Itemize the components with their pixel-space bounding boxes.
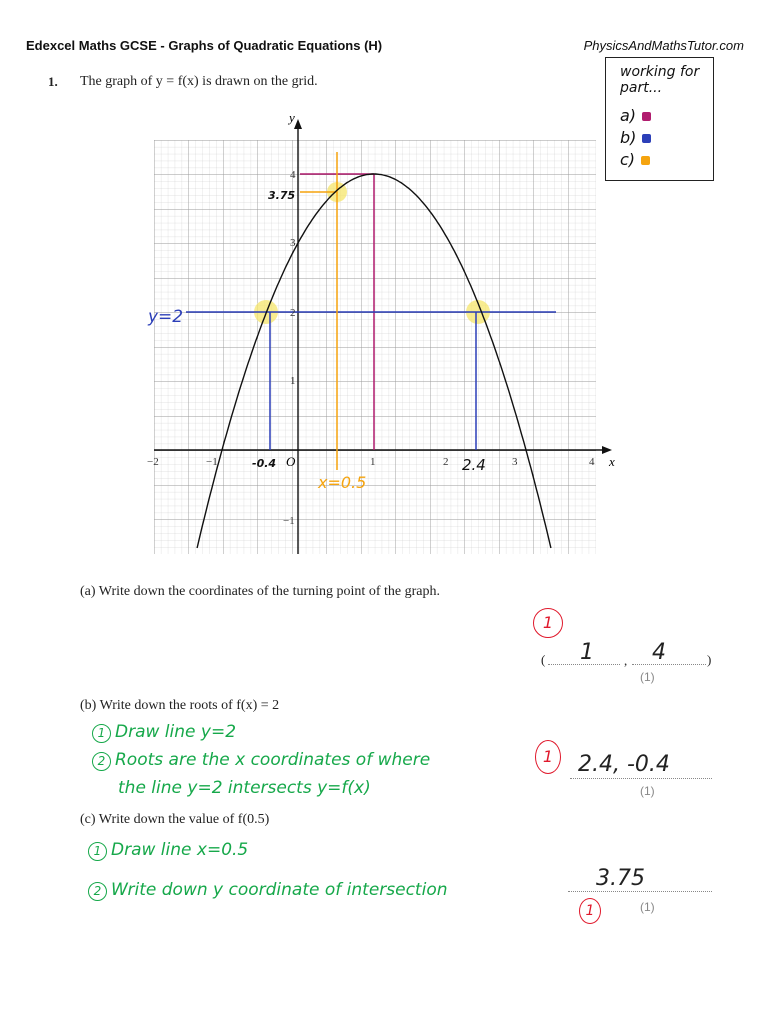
part-c-step2: 2 Write down y coordinate of intersection — [88, 880, 448, 901]
part-a-close: ) — [707, 652, 712, 667]
x-tick: 2 — [443, 456, 449, 468]
key-title: working for part... — [620, 64, 700, 96]
part-a-marks: (1) — [640, 670, 655, 684]
y-tick: 1 — [290, 375, 296, 387]
part-b-question: (b) Write down the roots of f(x) = 2 — [80, 698, 280, 713]
part-a-mark-awarded: 1 — [533, 608, 563, 638]
part-c-marks: (1) — [640, 900, 655, 914]
y-axis-label: y — [289, 110, 295, 125]
annotation-root-right: 2.4 — [462, 456, 486, 474]
part-b-answer: 2.4, -0.4 — [578, 752, 670, 777]
question-number: 1. — [48, 74, 58, 89]
part-a-comma: , — [624, 653, 628, 668]
part-c-step1: 1 Draw line x=0.5 — [88, 840, 248, 861]
site-name: PhysicsAndMathsTutor.com — [583, 38, 744, 53]
grid — [154, 140, 596, 554]
part-b-step1: 1 Draw line y=2 — [92, 722, 236, 743]
annotation-x05: x=0.5 — [318, 473, 367, 492]
key-row-a: a) — [620, 106, 651, 125]
origin-label: O — [286, 454, 296, 469]
part-a-answer-y: 4 — [652, 640, 666, 665]
part-b-step2-cont: the line y=2 intersects y=f(x) — [118, 778, 371, 798]
annotation-375: 3.75 — [268, 189, 296, 202]
x-tick: 1 — [370, 456, 376, 468]
annotation-y2: y=2 — [148, 307, 184, 327]
x-tick: −2 — [147, 456, 159, 468]
y-tick: 2 — [290, 307, 296, 319]
key-row-b: b) — [620, 128, 651, 147]
part-a-question: (a) Write down the coordinates of the turning point of the graph. — [80, 584, 440, 599]
y-tick: 3 — [290, 237, 296, 249]
part-b-marks: (1) — [640, 784, 655, 798]
x-tick: −1 — [206, 456, 218, 468]
document-title: Edexcel Maths GCSE - Graphs of Quadratic Equations (H) — [26, 38, 383, 53]
part-c-answer: 3.75 — [596, 866, 645, 891]
x-axis-label: x — [609, 454, 615, 469]
y-tick: 4 — [290, 169, 296, 181]
x-tick: 3 — [512, 456, 518, 468]
question-text: The graph of y = f(x) is drawn on the grid. — [80, 74, 318, 89]
x-tick: 4 — [589, 456, 595, 468]
annotation-root-left: -0.4 — [252, 457, 277, 470]
part-b-step2: 2 Roots are the x coordinates of where — [92, 750, 430, 771]
part-c-mark-awarded: 1 — [579, 898, 601, 924]
y-tick: −1 — [283, 515, 295, 527]
key-row-c: c) — [620, 150, 650, 169]
part-c-question: (c) Write down the value of f(0.5) — [80, 812, 270, 827]
part-a-open: ( — [541, 652, 546, 667]
part-a-answer-x: 1 — [580, 640, 594, 665]
part-b-mark-awarded: 1 — [535, 740, 561, 774]
